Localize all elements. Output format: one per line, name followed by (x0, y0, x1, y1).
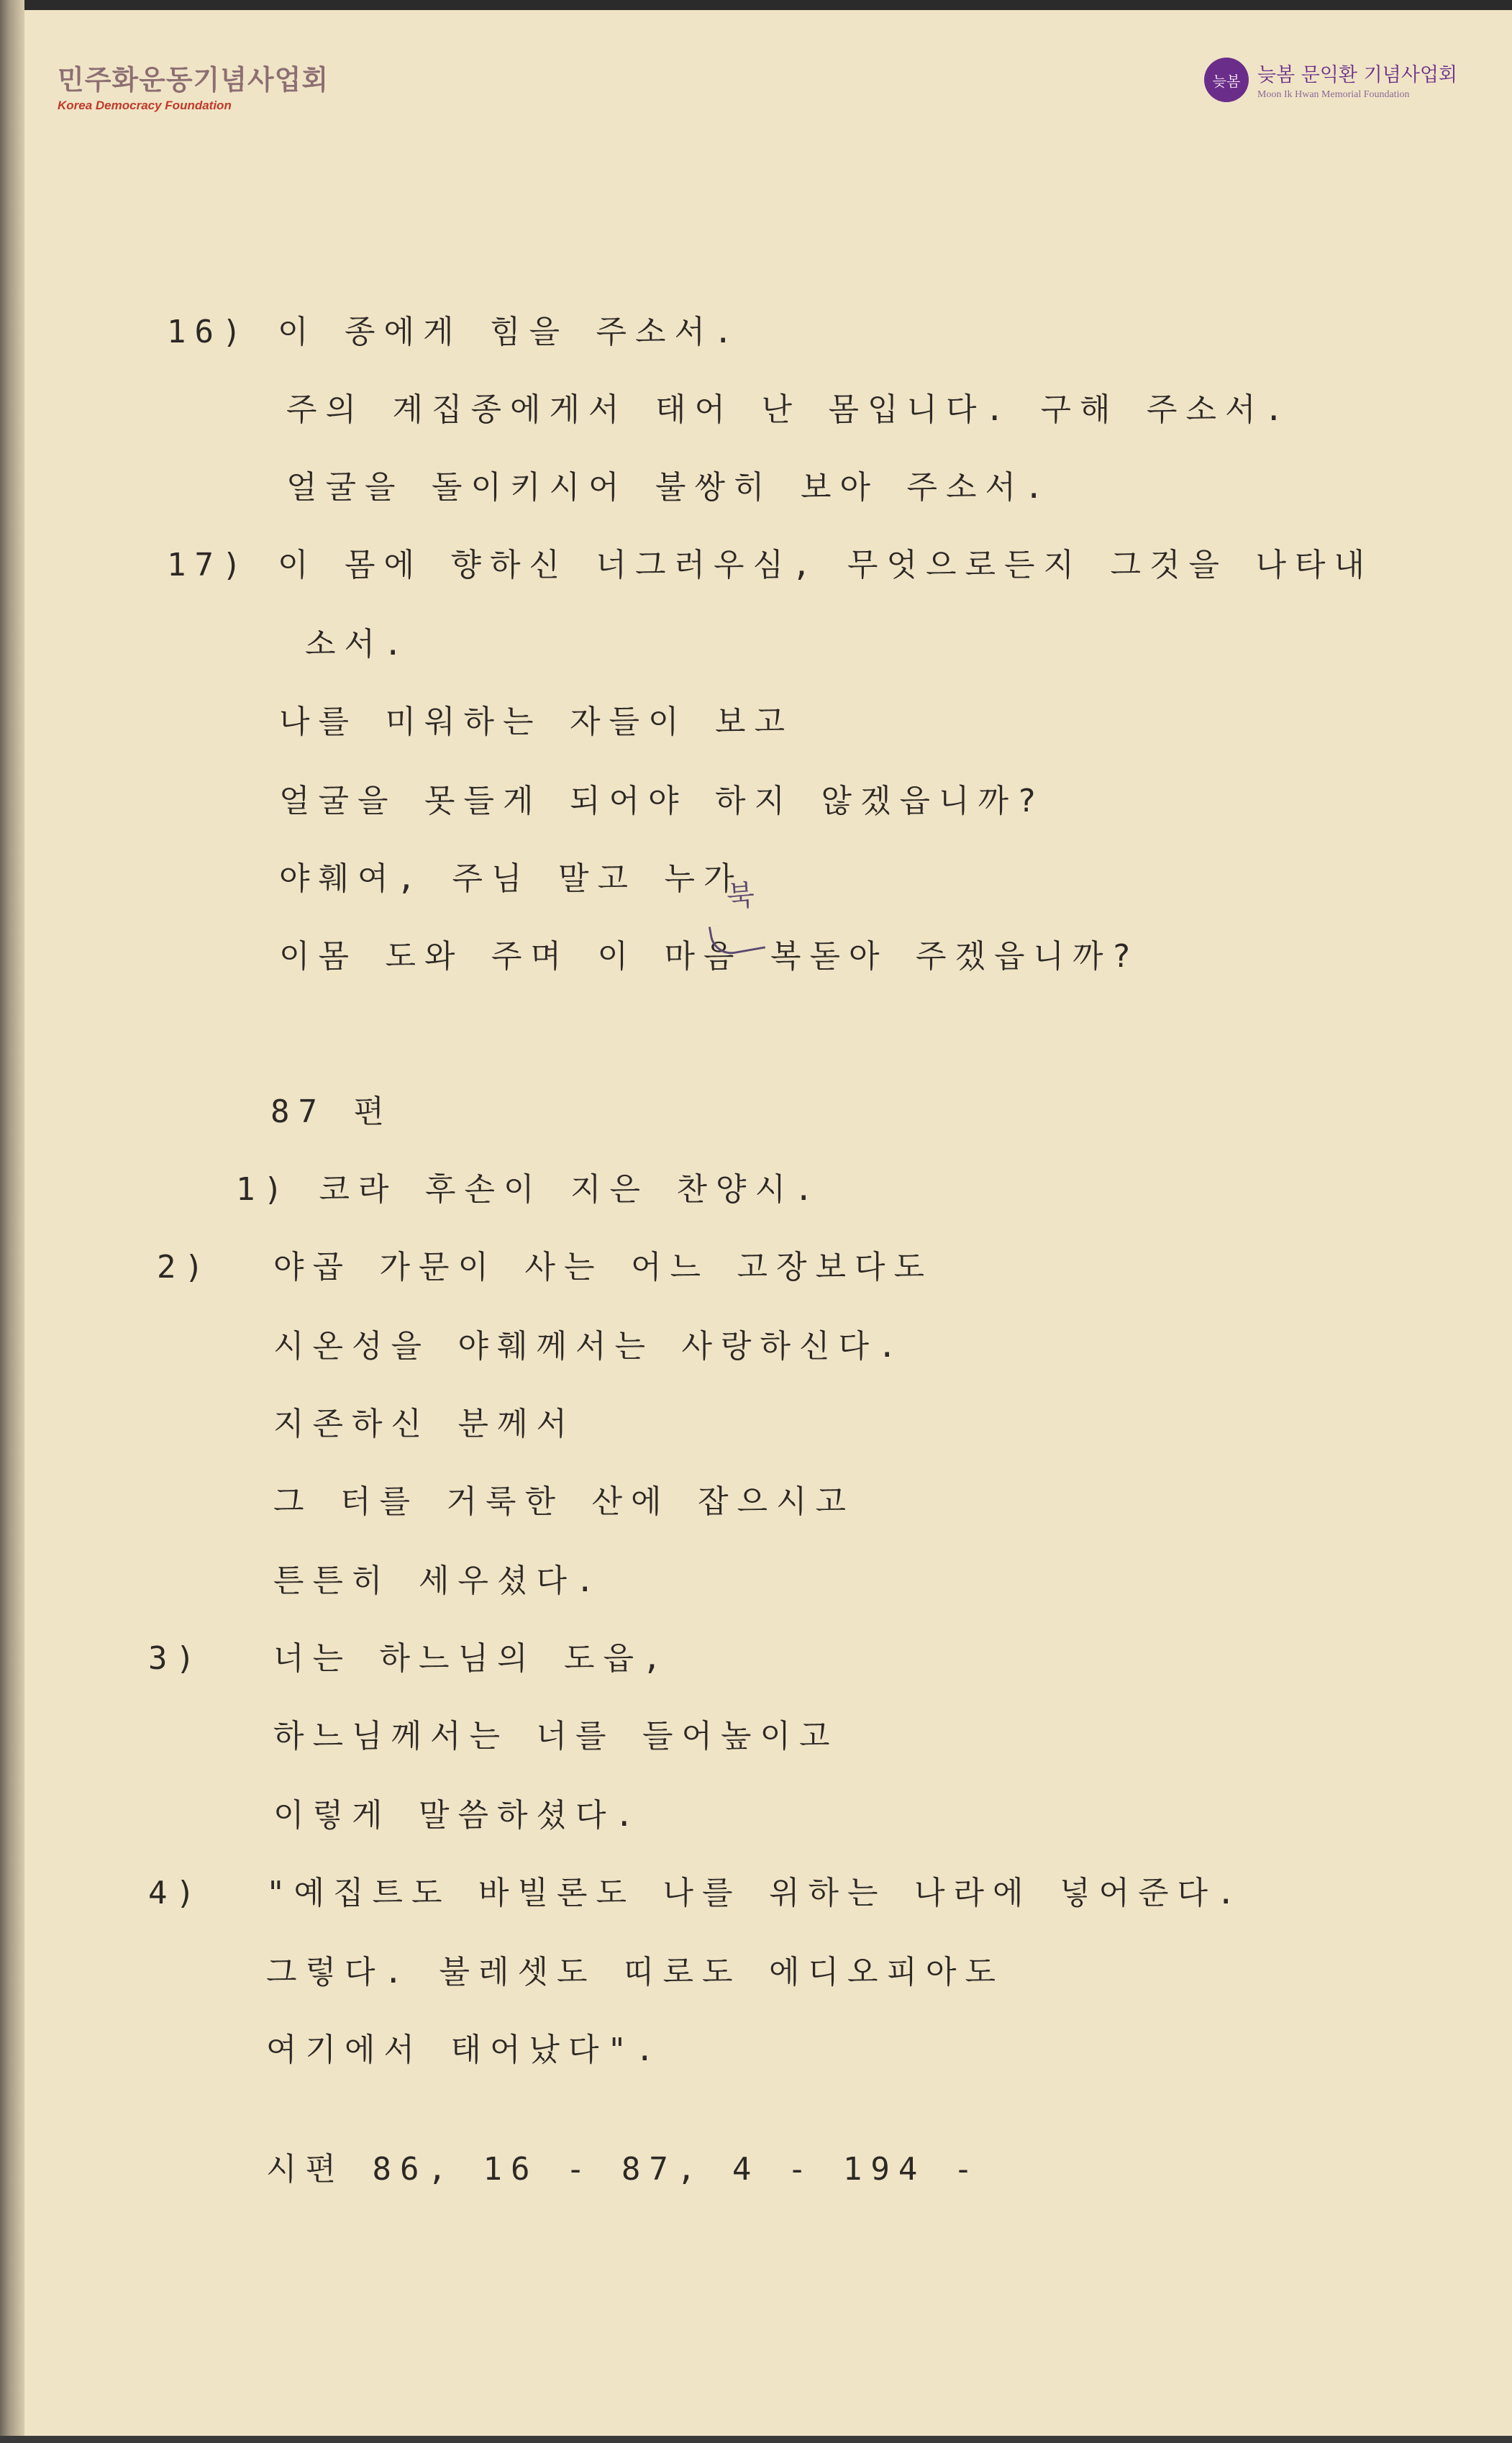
right-logo-korean: 늦봄 문익환 기념사업회 (1257, 64, 1457, 86)
verse-3-line-2: 하느님께서는 너를 들어높이고 (273, 1718, 839, 1755)
neutbom-seal-icon: 늦봄 (1204, 58, 1249, 102)
verse-4-number: 4) (148, 1875, 204, 1911)
verse-16-line-3: 얼굴을 돌이키시어 불쌍히 보아 주소서. (286, 469, 1052, 506)
verse-17-line-2: 소서. (305, 626, 411, 663)
verse-3-line-1: 너는 하느님의 도읍, (273, 1640, 670, 1677)
scan-top-edge (0, 0, 1512, 10)
moon-ik-hwan-foundation-logo (1204, 58, 1457, 102)
verse-17-line-3: 나를 미워하는 자들이 보고 (279, 704, 794, 740)
verse-17-line-6: 이몸 도와 주며 이 마음 복돋아 주겠읍니까? (279, 938, 1139, 975)
psalm-87-heading: 87 편 (270, 1093, 393, 1130)
verse-3-number: 3) (148, 1640, 204, 1677)
page-binding-shadow (0, 0, 24, 2443)
verse-2-line-3: 지존하신 분께서 (273, 1406, 576, 1442)
verse-16-line-1: 16) 이 종에게 힘을 주소서. (167, 314, 742, 350)
verse-4-line-1: "예집트도 바빌론도 나를 위하는 나라에 넣어준다. (266, 1875, 1244, 1911)
left-logo-korean: 민주화운동기념사업회 (58, 64, 329, 96)
left-logo-english: Korea Democracy Foundation (58, 99, 232, 112)
psalm-87-verse-1: 1) 코라 후손이 지은 찬양시. (236, 1171, 822, 1208)
verse-2-line-1: 야곱 가문이 사는 어느 고장보다도 (273, 1249, 934, 1286)
scan-bottom-edge (0, 2436, 1512, 2443)
verse-2-number: 2) (157, 1249, 212, 1286)
verse-17-line-4: 얼굴을 못들게 되어야 하지 않겠읍니까? (279, 783, 1045, 819)
verse-4-line-2: 그렇다. 불레셋도 띠로도 에디오피아도 (266, 1954, 1005, 1991)
handwritten-correction: 북 (725, 878, 756, 914)
right-logo-english: Moon Ik Hwan Memorial Foundation (1257, 89, 1410, 100)
korea-democracy-foundation-logo (58, 58, 329, 113)
verse-17-line-1: 17) 이 몸에 향하신 너그러우심, 무엇으로든지 그것을 나타내 (167, 547, 1373, 583)
verse-2-line-4: 그 터를 거룩한 산에 잡으시고 (273, 1483, 855, 1520)
page-footer-reference: 시편 86, 16 - 87, 4 - 194 - (266, 2151, 982, 2188)
verse-4-line-3: 여기에서 태어났다". (266, 2032, 663, 2068)
verse-2-line-2: 시온성을 야훼께서는 사랑하신다. (273, 1328, 906, 1365)
verse-16-line-2: 주의 계집종에게서 태어 난 몸입니다. 구해 주소서. (286, 391, 1292, 428)
verse-17-line-5: 야훼여, 주님 말고 누가 (279, 860, 743, 897)
verse-2-line-5: 튼튼히 세우셨다. (273, 1562, 604, 1599)
verse-3-line-3: 이렇게 말씀하셨다. (273, 1797, 643, 1834)
